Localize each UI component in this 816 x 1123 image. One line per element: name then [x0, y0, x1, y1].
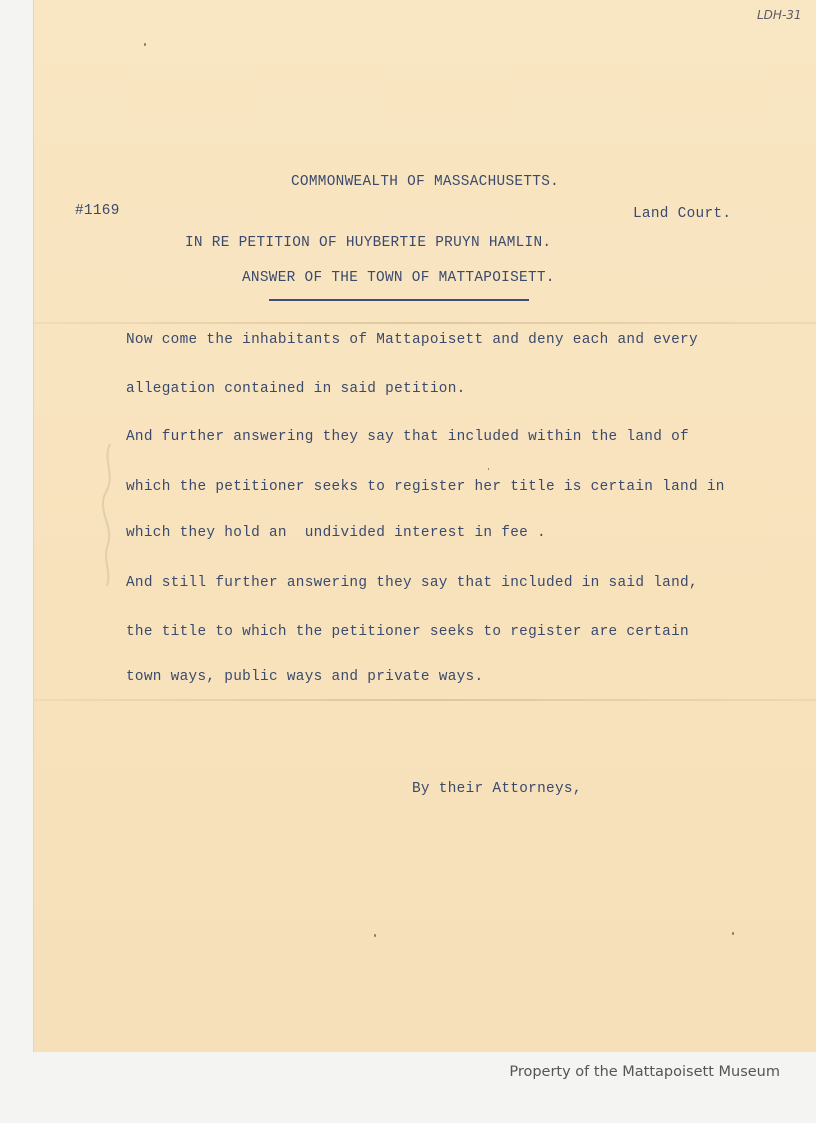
- body-line: the title to which the petitioner seeks to register are certain: [126, 624, 689, 640]
- paper-speck: [374, 934, 376, 937]
- case-number: #1169: [75, 203, 120, 219]
- corner-catalog-note: LDH-31: [757, 8, 802, 22]
- paper-fold-line: [34, 322, 816, 324]
- body-line: town ways, public ways and private ways.: [126, 669, 484, 685]
- court-name: Land Court.: [633, 206, 732, 222]
- signature-line: By their Attorneys,: [412, 781, 582, 797]
- title-underline: [269, 299, 529, 301]
- document-heading: COMMONWEALTH OF MASSACHUSETTS.: [291, 174, 560, 190]
- paper-speck: [144, 43, 146, 46]
- body-line: Now come the inhabitants of Mattapoisett and deny each and every: [126, 332, 698, 348]
- body-line: And still further answering they say that included in said land,: [126, 575, 698, 591]
- paper-speck: [732, 932, 734, 935]
- body-line: allegation contained in said petition.: [126, 381, 466, 397]
- faint-pencil-mark: [98, 440, 120, 590]
- answer-title: ANSWER OF THE TOWN OF MATTAPOISETT.: [242, 270, 555, 286]
- body-line: And further answering they say that included within the land of: [126, 429, 689, 445]
- museum-credit: Property of the Mattapoisett Museum: [509, 1064, 780, 1080]
- body-line: which they hold an undivided interest in fee .: [126, 525, 546, 541]
- paper-fold-line: [34, 699, 816, 701]
- petition-title: IN RE PETITION OF HUYBERTIE PRUYN HAMLIN.: [185, 235, 552, 251]
- paper-speck: [488, 468, 489, 470]
- body-line: which the petitioner seeks to register her title is certain land in: [126, 479, 725, 495]
